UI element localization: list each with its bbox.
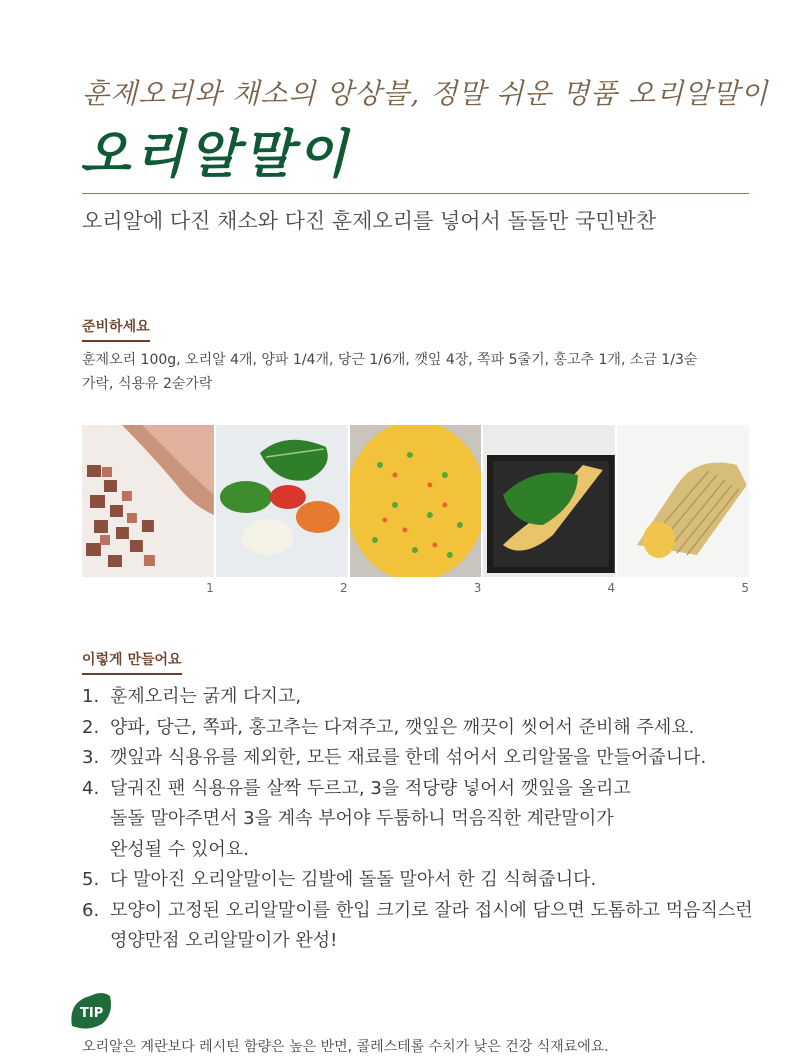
photo-number: 4 [607,581,616,595]
photo-chopped-vegetables [216,425,348,577]
step-number: 2. [82,716,100,738]
step-number: 6. [82,899,100,921]
recipe-title: 오리알말이 [80,124,352,185]
divider [82,193,749,194]
recipe-subtitle: 훈제오리와 채소의 앙상블, 정말 쉬운 명품 오리알말이 [82,77,769,110]
step-number: 4. [82,777,100,799]
photo-number: 5 [741,581,749,595]
photo-number: 2 [339,581,348,595]
step-text: 양파, 당근, 쪽파, 홍고추는 다져주고, 깻잎은 깨끗이 씻어서 준비해 주세요. [110,716,695,738]
step-text: 달궈진 팬 식용유를 살짝 두르고, 3을 적당량 넣어서 깻잎을 올리고 돌돌 말아주면서 3을 계속 부어야 두툼하니 먹음직한 계란말이가 완성될 수 있어요. [110,777,631,860]
step-text: 모양이 고정된 오리알말이를 한입 크기로 잘라 접시에 담으면 도톰하고 먹음직스런 영양만점 오리알말이가 완성! [110,899,753,951]
recipe-tagline: 오리알에 다진 채소와 다진 훈제오리를 넣어서 돌돌만 국민반찬 [82,209,657,233]
step-item [82,774,762,866]
ingredients-list: 훈제오리 100g, 오리알 4개, 양파 1/4개, 당근 1/6개, 깻잎 4장, 쪽파 5줄기, 홍고추 1개, 소금 1/3숟가락, 식용유 2숟가락 [82,352,698,392]
photo-numbers [82,581,749,595]
photo-rolling-pan [483,425,615,577]
photo-number: 1 [206,581,214,595]
photo-diced-duck [82,425,214,577]
method-heading: 이렇게 만들어요 [82,649,182,675]
step-text: 훈제오리는 굵게 다지고, [110,686,302,707]
step-number: 3. [82,747,100,768]
step-item [82,865,762,896]
step-text: 깻잎과 식용유를 제외한, 모든 재료를 한데 섞어서 오리알물을 만들어줍니다. [110,747,707,768]
step-number: 5. [82,869,100,890]
step-photos [82,425,749,577]
step-item [82,682,762,713]
photo-number: 3 [473,581,482,595]
step-number: 1. [82,686,100,707]
tip-text: 오리알은 계란보다 레시틴 함량은 높은 반면, 콜레스테롤 수치가 낮은 건강 식재료에요. [82,1039,609,1055]
step-item [82,713,762,744]
step-text: 다 말아진 오리알말이는 김발에 돌돌 말아서 한 김 식혀줍니다. [110,869,597,890]
photo-bamboo-mat [617,425,749,577]
prepare-heading: 준비하세요 [82,316,150,342]
step-item [82,896,762,957]
step-item [82,743,762,774]
photo-egg-mixture [350,425,482,577]
tip-label: TIP [80,1006,104,1021]
steps-list [82,682,762,957]
